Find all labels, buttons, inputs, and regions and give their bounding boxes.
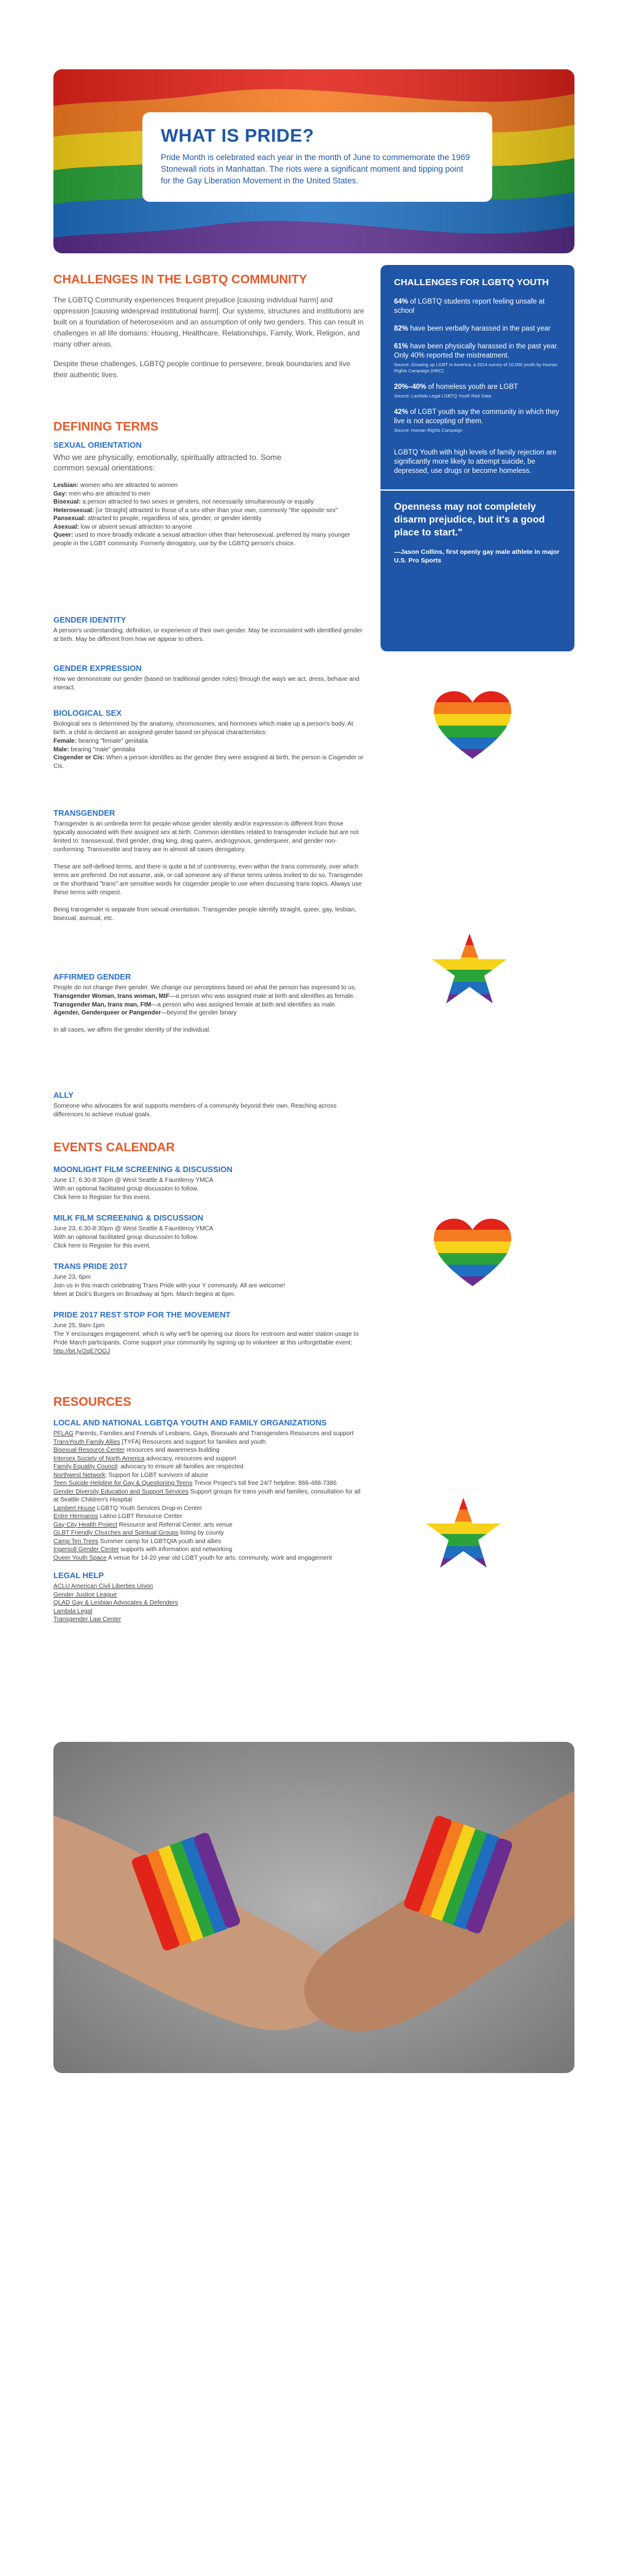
ally-text: Someone who advocates for and supports members of a community beyond their own. Reaching across differences to achieve mutual goals. [53,1103,337,1118]
event-desc: The Y encourages engagement, which is why we'll be opening our doors for restroom and water station usage to Pride March participants. Come support your community by signing up to volunteer at this unforgettable event: [53,1331,359,1346]
event-desc: With an optional facilitated group discussion to follow. [53,1186,199,1192]
challenges-paragraph-2: Despite these challenges, LGBTQ people continue to persevere, break boundaries and live their authentic lives. [53,359,350,379]
ally-heading: ALLY [53,1091,74,1100]
quote-text: Openness may not completely disarm prejudice, but it's a good place to start." [394,502,545,538]
rainbow-heart-icon [433,690,512,761]
resource-link[interactable]: Gay City Health Project [53,1521,117,1528]
affirmed-heading: AFFIRMED GENDER [53,972,131,981]
resource-link[interactable]: Intersex Society of North America [53,1455,145,1462]
youth-challenges-panel [381,265,574,651]
resource-link[interactable]: PFLAG [53,1430,74,1437]
event-heading: MILK FILM SCREENING & DISCUSSION [53,1213,204,1222]
list-item: Agender, Genderqueer or Pangender—beyond the gender binary [53,1010,237,1016]
list-item: Female: bearing "female" genitalia [53,738,148,745]
list-item: TransYouth Family Allies [TYFA] Resources and support for families and youth [53,1438,266,1446]
legal-link[interactable]: QLAD Gay & Lesbian Advocates & Defenders [53,1600,178,1606]
resource-link[interactable]: Teen Suicide Helpline for Gay & Questioning Teens [53,1480,193,1487]
register-link[interactable]: Click here to Register for this event. [53,1243,151,1249]
transgender-section [53,808,366,923]
stat-source: Source: Human Rights Campaign [394,427,463,433]
transgender-heading: TRANSGENDER [53,808,115,818]
resource-link[interactable]: Bisexual Resource Center [53,1447,125,1454]
list-item: Intersex Society of North America advocacy, resources and support [53,1455,236,1462]
affirmed-section [53,972,366,1035]
register-link[interactable]: Click here to Register for this event. [53,1194,151,1201]
event-heading: PRIDE 2017 REST STOP FOR THE MOVEMENT [53,1310,231,1319]
legal-link[interactable]: Lambda Legal [53,1608,93,1615]
event-item [53,1213,366,1251]
transgender-paragraph-1: Transgender is an umbrella term for people whose gender identity and/or expression is different from those typically associated with their assigned sex at birth. Common identities related to transgender include but are not limited to: transsexual, third gender, drag king, drag queen, androgynous, genderqueer, and gender non-conforming. Transvestite and tranny are in almost all cases derogatory. [53,821,359,853]
resources-title: RESOURCES [53,1395,131,1409]
event-meet: Meet at Dick's Burgers on Broadway at 5pm. March begins at 6pm. [53,1291,236,1298]
list-item: Asexual: low or absent sexual attraction to anyone [53,523,193,531]
quote-block [381,489,574,565]
affirmed-footer: In all cases, we affirm the gender identity of the individual. [53,1026,211,1033]
resource-link[interactable]: Northwest Network [53,1471,106,1479]
list-item: Lambert House LGBTQ Youth Services Drop-in Center [53,1505,203,1512]
orientation-heading: SEXUAL ORIENTATION [53,440,142,450]
page-title: WHAT IS PRIDE? [161,126,314,146]
legal-link[interactable]: Gender Justice League [53,1591,117,1598]
list-item: Transgender Man, trans man, FtM—a person who was assigned female at birth and identifies as male. [53,1001,337,1008]
list-item: Gay: men who are attracted to men [53,490,150,497]
terms-title: DEFINING TERMS [53,420,159,434]
challenges-title: CHALLENGES IN THE LGBTQ COMMUNITY [53,273,307,286]
stat-item: 61% have been physically harassed in the past year. Only 40% reported the mistreatment. Source: Growing up LGBT in America, a 2014 survey of 10,000 youth by Human Rights Campaign (HRC) [394,342,561,374]
expression-heading: GENDER EXPRESSION [53,664,142,673]
list-item: Lesbian: women who are attracted to women [53,482,178,489]
hero-banner [53,69,574,253]
biosex-text: Biological sex is determined by the anatomy, chromosomes, and hormones which make up a person's body. At birth, a child is declared an assigned gender based on physical characteristics: [53,721,354,736]
list-item: Gay City Health Project Resource and Referral Center, arts venue [53,1521,233,1528]
event-item [53,1310,366,1356]
expression-text: How we demonstrate our gender (based on traditional gender roles) through the ways we act, dress, behave and interact. [53,676,360,691]
orientation-list [53,481,366,548]
resource-link[interactable]: Gender Diversity Education and Support Services [53,1488,189,1495]
resource-link[interactable]: Camp Ten Trees [53,1538,99,1545]
stat-source: Source: Growing up LGBT in America, a 2014 survey of 10,000 youth by Human Rights Campaign (HRC) [394,362,558,374]
identity-section [53,615,366,644]
list-item: Entre Hermanos Latino LGBT Resource Center [53,1513,182,1520]
event-item [53,1165,366,1202]
volunteer-link[interactable]: http://bit.ly/2qE7OGJ [53,1348,110,1355]
event-heading: MOONLIGHT FILM SCREENING & DISCUSSION [53,1165,233,1174]
list-item: Northwest Network: Support for LGBT survivors of abuse [53,1471,209,1479]
resource-link[interactable]: GLBT Friendly Churches and Spiritual Groups [53,1530,179,1536]
local-orgs-list [53,1430,366,1562]
list-item: GLBT Friendly Churches and Spiritual Groups listing by county [53,1530,224,1536]
events-section [53,1141,366,1356]
list-item: Bisexual Resource Center resources and awareness building [53,1447,220,1454]
list-item: Teen Suicide Helpline for Gay & Questioning Teens Trevor Project's toll free 24/7 helpline: 866-488-7386 [53,1480,337,1487]
legal-heading: LEGAL HELP [53,1571,104,1580]
list-item: Bisexual: a person attracted to two sexes or genders, not necessarily simultaneously or equally [53,499,314,505]
event-date: June 17, 6:30-8:30pm @ West Seattle & Fauntleroy YMCA [53,1177,214,1184]
orientation-subtitle: Who we are physically, emotionally, spiritually attracted to. Some common sexual orientations: [53,453,282,472]
stat-item: 64% of LGBTQ students report feeling unsafe at school [394,298,545,315]
list-item: Cisgender or Cis: When a person identifies as the gender they were assigned at birth, the person is Cisgender or Cis. [53,754,364,770]
resource-link[interactable]: Entre Hermanos [53,1513,98,1520]
rainbow-star-icon [423,1497,503,1573]
list-item: Pansexual: attracted to people, regardless of sex, gender, or gender identity [53,515,262,522]
biosex-list [53,737,366,770]
stat-item: 82% have been verbally harassed in the past year [394,325,551,332]
list-item: Queer: used to more broadly indicate a sexual attraction other than heterosexual, preferred by many younger people in the LGBT community. Formerly derogatory, use by the LGBTQ person's choice. [53,532,350,547]
hero-text: Pride Month is celebrated each year in the month of June to commemorate the 1969 Stonewall riots in Manhattan. The riots were a significant moment and tipping point for the Gay Liberation Movement in the United States. [161,153,470,185]
list-item: Camp Ten Trees Summer camp for LGBTQIA youth and allies [53,1538,222,1545]
panel-title: CHALLENGES FOR LGBTQ YOUTH [394,277,549,288]
resource-link[interactable]: Lambert House [53,1505,96,1512]
biosex-section [53,708,366,776]
list-item: Ingersoll Gender Center supports with information and networking [53,1546,233,1553]
hero-card [142,112,492,202]
transgender-paragraph-3: Being transgender is separate from sexual orientation. Transgender people identify straight, queer, gay, lesbian, bisexual, asexual, etc. [53,907,357,922]
list-item: PFLAG Parents, Families and Friends of Lesbians, Gays, Bisexuals and Transgenders Resources and support [53,1430,354,1437]
events-title: EVENTS CALENDAR [53,1141,175,1154]
identity-text: A person's understanding, definition, or experience of their own gender. May be inconsistent with identified gender at birth. May be different from how we appear to others. [53,627,363,643]
stat-source: Source: Lambda Legal LGBTQ Youth Risk Data [394,393,492,399]
ally-section [53,1091,366,1119]
panel-note: LGBTQ Youth with high levels of family rejection are significantly more likely to attempt suicide, be depressed, use drugs or become homeless. [394,449,557,475]
local-orgs-heading: LOCAL AND NATIONAL LGBTQA YOUTH AND FAMILY ORGANIZATIONS [53,1418,327,1427]
transgender-paragraph-2: These are self-defined terms, and there is quite a bit of controversy, even within the trans community, over which terms are preferred. Do not assume, ask, or call someone any of these terms unless invited to do so. Transgender or the shorthand "trans" are sensitive words for cisgender people to use when discussing trans topics. Always use these terms with respect. [53,864,363,896]
list-item: Family Equality Council: advocacy to ensure all families are respected [53,1463,244,1470]
identity-heading: GENDER IDENTITY [53,615,126,624]
challenges-paragraph-1: The LGBTQ Community experiences frequent prejudice [causing individual harm] and oppression [causing widespread institutional harm]. Our systems, structures and institutions are built on a foundation of heterosexism and an assumption of only two genders. This can result in challenges in all life domains: Housing, Healthcare, Relationships, Family, Work, Religion, and many other areas. [53,296,365,348]
legal-link[interactable]: Transgender Law Center [53,1616,122,1623]
rainbow-heart-icon [433,1217,512,1288]
resource-link[interactable]: Ingersoll Gender Center [53,1546,119,1553]
event-date: June 23, 6:30-8:30pm @ West Seattle & Fauntleroy YMCA [53,1225,214,1232]
hands-photo [53,1742,574,2073]
resource-link[interactable]: TransYouth Family Allies [53,1438,120,1446]
resource-link[interactable]: Family Equality Council [53,1463,117,1470]
list-item: Gender Diversity Education and Support Services Support groups for trans youth and families, consultation for all at Seattle Children's Hospital [53,1488,361,1503]
event-date: June 25, 9am-1pm [53,1322,105,1329]
expression-section [53,664,366,692]
event-heading: TRANS PRIDE 2017 [53,1262,128,1271]
affirmed-text: People do not change their gender. We change our perceptions based on what the person has expressed to us. [53,984,357,991]
stat-item: 20%–40% of homeless youth are LGBT Source: Lambda Legal LGBTQ Youth Risk Data [394,383,561,399]
list-item: Heterosexual: [or Straight] attracted to those of a sex other than your own, commonly "the opposite sex" [53,507,338,514]
hands-with-rainbow-wristbands-image [53,1742,574,2073]
event-item [53,1262,366,1299]
quote-attribution: —Jason Collins, first openly gay male athlete in major U.S. Pro Sports [394,548,560,564]
list-item: Queer Youth Space A venue for 14-20 year old LGBT youth for arts, community, work and engagement [53,1554,332,1562]
challenges-section [53,273,366,386]
affirmed-list [53,992,366,1018]
legal-list [53,1582,366,1624]
event-desc: Join us in this march celebrating Trans Pride with your Y community. All are welcome! [53,1282,285,1289]
biosex-heading: BIOLOGICAL SEX [53,708,122,718]
stat-item: 42% of LGBT youth say the community in which they live is not accepting of them. Source: Human Rights Campaign [394,408,561,434]
resources-section [53,1395,366,1630]
event-date: June 23, 6pm [53,1274,91,1281]
rainbow-star-icon [430,932,509,1009]
resource-link[interactable]: Queer Youth Space [53,1554,107,1562]
list-item: Transgender Woman, trans woman, MtF—a person who was assigned male at birth and identifies as female. [53,993,355,1000]
legal-link[interactable]: ACLU American Civil Liberties Union [53,1583,153,1590]
terms-section [53,420,366,554]
list-item: Male: bearing "male" genitalia [53,746,136,753]
event-desc: With an optional facilitated group discussion to follow. [53,1234,199,1241]
